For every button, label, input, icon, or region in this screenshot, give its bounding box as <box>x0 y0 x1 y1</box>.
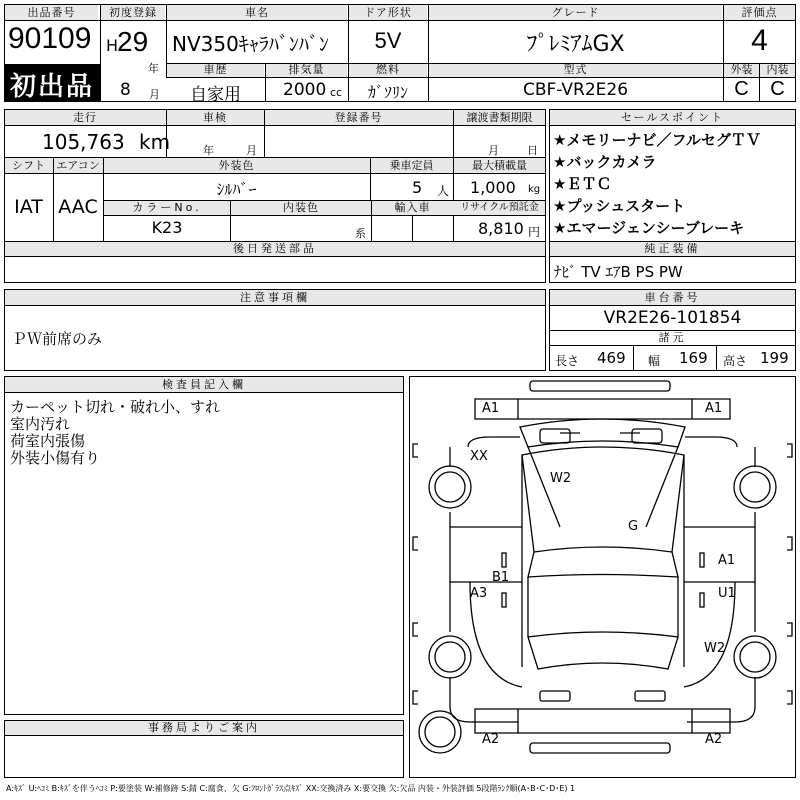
ac-label: エアコン <box>56 159 100 172</box>
displacement-label: 排気量 <box>288 63 325 76</box>
fuel-label: 燃料 <box>376 63 400 76</box>
sales-point-item: ★バックカメラ <box>553 153 657 171</box>
month-unit: 月 <box>149 88 160 101</box>
interior-color-unit: 系 <box>355 227 366 240</box>
load-unit: kg <box>528 184 541 195</box>
damage-mark-xx: XX <box>470 449 488 464</box>
notes-label: 注意事項欄 <box>240 291 310 304</box>
width-label: 幅 <box>648 354 661 368</box>
transfer-month-unit: 月 <box>488 144 499 157</box>
model: CBF-VR2E26 <box>522 80 629 100</box>
interior-color-label: 内装色 <box>283 201 319 214</box>
exterior-label: 外装 <box>730 63 753 76</box>
transfer-label: 譲渡書類期限 <box>466 111 533 124</box>
height: 199 <box>760 349 789 367</box>
shift-label: シフト <box>12 159 45 172</box>
ac: AAC <box>58 196 98 218</box>
displacement-unit: cc <box>330 86 343 99</box>
exterior-color: ｼﾙﾊﾞｰ <box>216 180 257 199</box>
inspection-label: 車検 <box>203 111 227 124</box>
door-type-label: ドア形状 <box>364 6 412 19</box>
recycle-label: リサイクル預託金 <box>460 202 539 213</box>
equipment: ﾅﾋﾞ TV ｴｱB PS PW <box>554 263 683 281</box>
capacity-label: 乗車定員 <box>389 159 434 172</box>
inspector-label: 検査員記入欄 <box>162 378 246 391</box>
sales-point-item: ★プッシュスタート <box>553 197 686 215</box>
damage-mark-a3: A3 <box>470 586 488 601</box>
interior-grade: C <box>770 78 785 100</box>
reg-month: 8 <box>120 80 131 100</box>
length-label: 長さ <box>555 354 580 368</box>
damage-mark-b1: B1 <box>492 570 510 585</box>
inspection-year-unit: 年 <box>203 144 214 157</box>
chassis-label: 車台番号 <box>644 291 701 304</box>
reg-era: H <box>106 36 119 55</box>
damage-mark-g: G <box>628 519 639 534</box>
sales-points-label: セールスポイント <box>620 111 724 124</box>
exterior-grade: C <box>734 78 749 100</box>
mileage-label: 走行 <box>73 111 97 124</box>
model-label: 型式 <box>563 63 588 76</box>
mileage-unit: km <box>139 130 171 154</box>
equipment-label: 純正装備 <box>644 242 701 255</box>
load: 1,000 <box>470 178 516 197</box>
dims-label: 諸元 <box>658 331 687 344</box>
later-parts-label: 後日発送部品 <box>233 242 317 255</box>
sales-point-item: ★メモリーナビ／フルセグＴＶ <box>553 131 761 149</box>
interior-label: 内装 <box>766 63 789 76</box>
length: 469 <box>597 349 626 367</box>
damage-mark-right-a1: A1 <box>718 553 736 568</box>
history: 自家用 <box>190 85 241 105</box>
recycle-fee: 8,810 <box>478 219 524 238</box>
car-outline-diagram <box>410 377 795 777</box>
office-label: 事務局よりご案内 <box>148 721 260 734</box>
capacity-unit: 人 <box>437 184 450 198</box>
damage-mark-rear-left: A2 <box>482 732 500 747</box>
grade-label: グレード <box>551 6 600 19</box>
lot-number: 90109 <box>8 22 92 55</box>
damage-mark-front-right: A1 <box>705 401 723 416</box>
damage-mark-u1: U1 <box>718 586 736 601</box>
inspection-month-unit: 月 <box>246 144 257 157</box>
door-type: 5V <box>374 28 402 53</box>
inspector-line: 室内汚れ <box>10 415 71 433</box>
load-label: 最大積載量 <box>472 159 527 172</box>
transfer-day-unit: 日 <box>527 144 538 157</box>
exterior-color-label: 外装色 <box>218 159 255 172</box>
mileage: 105,763 <box>42 130 125 154</box>
history-label: 車歴 <box>203 63 228 76</box>
displacement: 2000 <box>283 80 327 100</box>
year-unit: 年 <box>148 62 159 75</box>
score: 4 <box>751 24 768 57</box>
color-no: K23 <box>151 218 183 237</box>
car-name: NV350ｷｬﾗﾊﾞﾝﾊﾞﾝ <box>172 32 329 56</box>
car-name-label: 車名 <box>245 6 269 19</box>
reg-year: 29 <box>117 26 149 57</box>
width: 169 <box>679 349 708 367</box>
import-label: 輸入車 <box>394 201 431 214</box>
damage-mark-w2-roof: W2 <box>550 471 572 486</box>
damage-mark-front-left: A1 <box>482 401 500 416</box>
car-diagram <box>409 376 796 778</box>
damage-mark-rear-right: A2 <box>705 732 723 747</box>
height-label: 高さ <box>723 354 748 368</box>
capacity: 5 <box>412 178 423 197</box>
first-listing-text: 初出品 <box>9 72 94 102</box>
lot-number-label: 出品番号 <box>27 6 76 19</box>
sales-point-item: ★ＥＴＣ <box>553 175 612 193</box>
recycle-unit: 円 <box>528 225 541 239</box>
first-registration-label: 初度登録 <box>109 6 157 19</box>
shift: IAT <box>14 196 43 218</box>
inspector-line: カーペット切れ・破れ小、すれ <box>10 398 221 416</box>
legend: A:ｷｽﾞ U:ﾍｺﾐ B:ｷｽﾞを伴うﾍｺﾐ P:要塗装 W:補修跡 S:錆 C:腐食、欠 G:ﾌﾛﾝﾄｶﾞﾗｽ点ｷｽﾞ XX:交換済み X:要交換 欠:欠品 内装・外装評価 5段階ﾗﾝｸ順(A･B･C･D･E) 1 <box>6 784 576 793</box>
damage-mark-w2-right: W2 <box>704 641 726 656</box>
grade: ﾌﾟﾚﾐｱﾑGX <box>526 32 625 57</box>
color-no-label: カラーNo. <box>132 201 202 214</box>
score-label: 評価点 <box>741 6 778 19</box>
inspector-line: 荷室内張傷 <box>10 432 86 450</box>
inspector-line: 外装小傷有り <box>10 449 101 467</box>
registration-label: 登録番号 <box>334 111 383 124</box>
chassis-number: VR2E26-101854 <box>603 308 742 328</box>
fuel: ｶﾞｿﾘﾝ <box>367 83 408 102</box>
sales-point-item: ★エマージェンシーブレーキ <box>553 219 745 237</box>
notes-text: ＰＷ前席のみ <box>12 330 103 348</box>
